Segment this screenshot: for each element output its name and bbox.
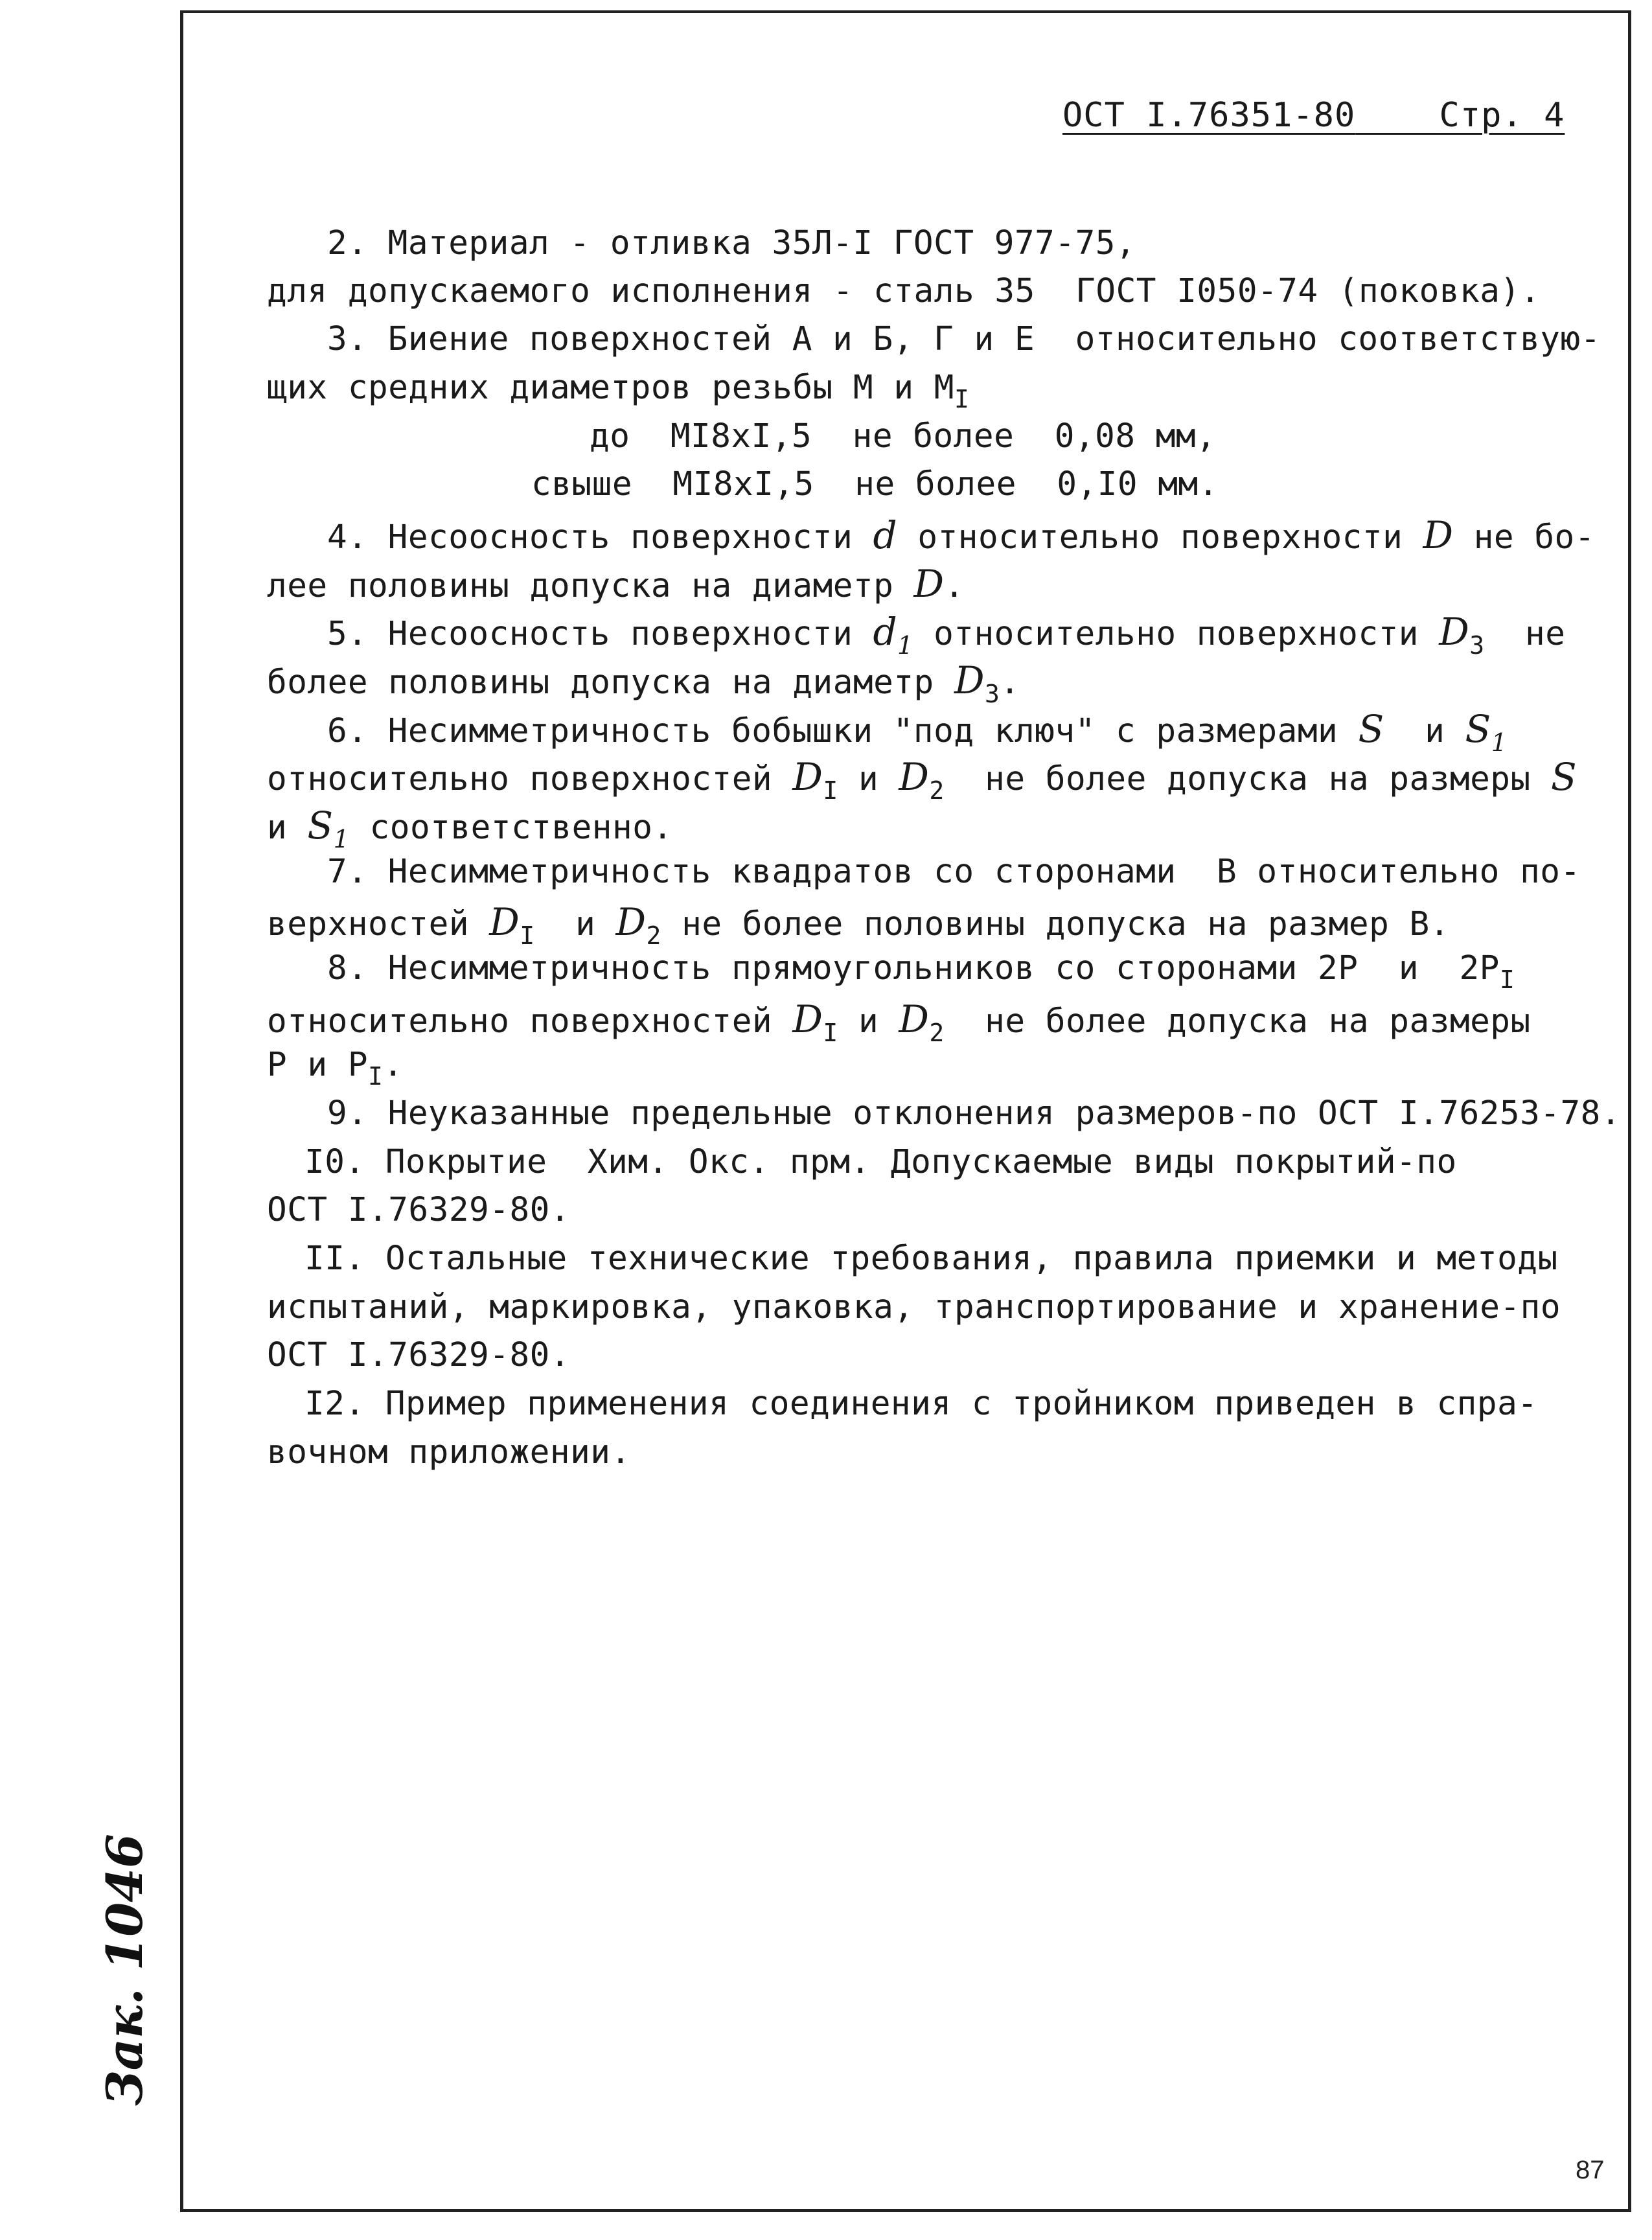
handwritten-order-number: Зак. 1046 <box>96 1834 154 2106</box>
item-5-line-1: 5. Несоосность поверхности $d_1$ относительно поверхности $D_3$ не <box>327 610 1566 660</box>
item-6-line-1: 6. Несимметричность бобышки "под ключ" с размерами S и $S_1$ <box>327 707 1508 757</box>
item-11-line-2: испытаний, маркировка, упаковка, транспортирование и хранение-по <box>267 1288 1561 1326</box>
item-2-line-2: для допускаемого исполнения - сталь 35 ГОСТ I050-74 (поковка). <box>267 272 1541 310</box>
item-3-line-2: щих средних диаметров резьбы М и $М_I$ <box>267 369 970 413</box>
page-label: Стр. 4 <box>1439 96 1565 135</box>
item-4-line-1: 4. Несоосность поверхности d относительно поверхности D не бо- <box>327 513 1595 557</box>
item-6-line-2: относительно поверхностей $D_I$ и $D_2$ не более допуска на размеры S <box>267 755 1577 805</box>
item-7-line-1: 7. Несимметричность квадратов со сторонами В относительно по- <box>327 853 1581 891</box>
item-5-line-2: более половины допуска на диаметр $D_3$. <box>267 658 1020 708</box>
page-number: 87 <box>1576 2156 1605 2184</box>
item-2-line-1: 2. Материал - отливка 35Л-I ГОСТ 977-75, <box>327 224 1136 262</box>
item-7-line-2: верхностей $D_I$ и $D_2$ не более половины допуска на размер В. <box>267 900 1450 950</box>
page-header <box>1062 96 1565 135</box>
item-3-line-1: 3. Биение поверхностей А и Б, Г и Е относительно соответствую- <box>327 320 1601 358</box>
item-3-line-3: до MI8xI,5 не более 0,08 мм, <box>590 417 1217 456</box>
document-code: ОСТ I.76351-80 <box>1062 96 1356 135</box>
item-11-line-3: ОСТ I.76329-80. <box>267 1336 571 1374</box>
item-11-line-1: II. Остальные технические требования, правила приемки и методы <box>304 1240 1558 1278</box>
item-9-line-1: 9. Неуказанные предельные отклонения размеров-по ОСТ I.76253-78. <box>327 1094 1622 1133</box>
item-8-line-3: Р и $Р_I$. <box>267 1046 404 1091</box>
item-12-line-1: I2. Пример применения соединения с тройником приведен в спра- <box>304 1385 1538 1423</box>
item-10-line-2: ОСТ I.76329-80. <box>267 1191 571 1229</box>
item-6-line-3: и $S_1$ соответственно. <box>267 803 673 853</box>
item-8-line-2: относительно поверхностей $D_I$ и $D_2$ не более допуска на размеры <box>267 997 1531 1047</box>
item-3-line-4: свыше MI8xI,5 не более 0,I0 мм. <box>531 465 1219 503</box>
item-10-line-1: I0. Покрытие Хим. Окс. прм. Допускаемые виды покрытий-по <box>304 1143 1457 1181</box>
item-12-line-2: вочном приложении. <box>267 1433 631 1472</box>
item-4-line-2: лее половины допуска на диаметр D. <box>267 562 965 606</box>
item-8-line-1: 8. Несимметричность прямоугольников со сторонами 2Р и $2Р_I$ <box>327 949 1515 994</box>
